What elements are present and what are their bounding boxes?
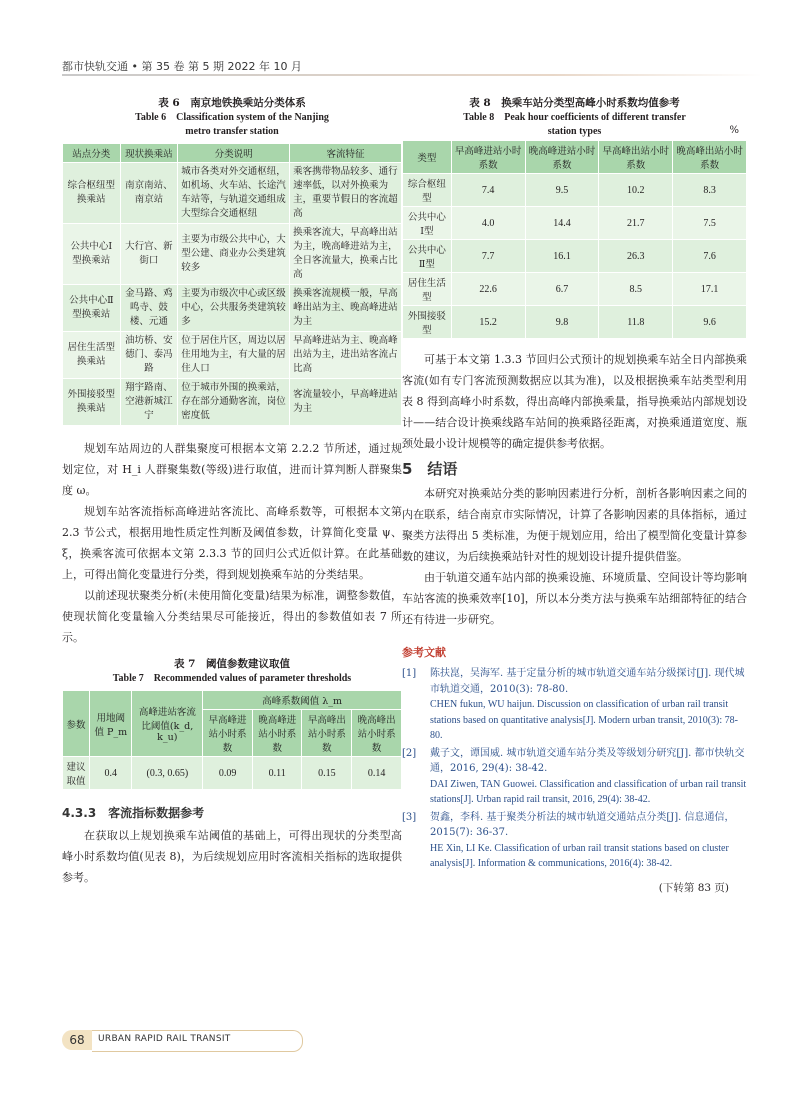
- table-row: [63, 379, 402, 426]
- table6-caption-cn: 表 6 南京地铁换乘站分类体系: [158, 97, 306, 109]
- reference-number: [1]: [402, 668, 417, 679]
- section-heading: 4.3.3 客流指标数据参考: [62, 806, 205, 820]
- paragraph: 由于轨道交通车站内部的换乘设施、环境质量、空间设计等均影响车站客流的换乘效率[10]，所以本分类方法与换乘车站细部特征的结合还有待进一步研究。: [402, 571, 747, 626]
- table-row: [63, 224, 402, 285]
- paragraph: 规划车站客流指标高峰进站客流比、高峰系数等，可根据本文第 2.3 节公式，根据用地性质定性判断及阈值参数，计算简化变量 ψ、ξ，换乘客流可依据本文第 2.3.3 节的回归公式近似计算。在此基础上，可得出简化变量进行分类，得到规划换乘车站的分类结果。: [62, 505, 402, 581]
- table-cell: 外围接驳型: [403, 306, 452, 339]
- paragraph: 以前述现状聚类分析(未使用简化变量)结果为标准，调整参数值，使现状简化变量输入分类结果尽可能接近，得出的参数值如表 7 所示。: [62, 589, 402, 644]
- reference-number: [2]: [402, 747, 417, 759]
- continued-note: (下转第 83 页): [658, 881, 729, 894]
- reference-cn: 陈扶崑，吴海军. 基于定量分析的城市轨道交通车站分级探讨[J]. 现代城市轨道交通，2010(3): 78-80.: [430, 668, 745, 695]
- section-heading: 5 结语: [402, 460, 458, 478]
- table-cell: 16.1: [525, 240, 599, 273]
- table-header: 晚高峰出站小时系数: [352, 710, 402, 757]
- references-heading: 参考文献: [402, 646, 446, 659]
- table-row: [403, 273, 747, 306]
- table-cell: 8.5: [599, 273, 673, 306]
- table-header: 早高峰进站小时系数: [451, 141, 525, 174]
- table-cell: 6.7: [525, 273, 599, 306]
- table-header: 早高峰进站小时系数: [203, 710, 253, 757]
- table-cell: 11.8: [599, 306, 673, 339]
- table-header: 晚高峰进站小时系数: [252, 710, 302, 757]
- table-cell: 9.8: [525, 306, 599, 339]
- table-cell: 金马路、鸡鸣寺、鼓楼、元通: [120, 285, 178, 332]
- table-row: [403, 207, 747, 240]
- table-cell: 换乘客流大，早高峰出站为主，晚高峰进站为主，全日客流量大，换乘占比高: [290, 224, 402, 285]
- table-cell: 8.3: [673, 174, 747, 207]
- table-cell: 综合枢纽型换乘站: [63, 163, 121, 224]
- reference-en: CHEN fukun, WU haijun. Discussion on classification of urban rail transit stations based on quantitative analysis[J]. Modern urban transit, 2010(3): 78-80.: [430, 699, 738, 741]
- table6-caption-en-1: Table 6 Classification system of the Nanjing: [135, 112, 329, 123]
- table-header: 高峰进站客流比阈值(k_d, k_u): [132, 691, 203, 757]
- paragraph: 可基于本文第 1.3.3 节回归公式预计的规划换乘车站全日内部换乘客流(如有专门客流预测数据应以其为准)，以及根据换乘车站类型利用表 8 得到高峰小时系数，得出高峰内部换乘量，指导换乘站内部规划设计——结合设计换乘线路车站间的换乘路径距离，对换乘通道宽度、瓶颈处最小设计规模等的确定提供参考依据。: [402, 353, 747, 450]
- right-column: [402, 95, 747, 895]
- table-cell: 公共中心Ⅱ型: [403, 240, 452, 273]
- table-header: 参数: [63, 691, 90, 757]
- table7-caption-cn: 表 7 阈值参数建议取值: [174, 658, 290, 670]
- table-cell: 7.6: [673, 240, 747, 273]
- table8-unit: %: [729, 125, 739, 136]
- table-cell: 公共中心Ⅱ型换乘站: [63, 285, 121, 332]
- table-header: 分类说明: [178, 144, 290, 163]
- table-cell: 9.6: [673, 306, 747, 339]
- table-cell: 26.3: [599, 240, 673, 273]
- table-cell: 位于居住片区，周边以居住用地为主，有大量的居住人口: [178, 332, 290, 379]
- reference-cn: 戴子文，谭国威. 城市轨道交通车站分类及等级划分研究[J]. 都市快轨交通，2016, 29(4): 38-42.: [430, 747, 745, 774]
- table-cell: 建议取值: [63, 757, 90, 790]
- table-cell: 大行宫、新街口: [120, 224, 178, 285]
- page-number: 68: [62, 1030, 92, 1050]
- reference-cn: 贺鑫，李科. 基于聚类分析法的城市轨道交通站点分类[J]. 信息通信，2015(7): 36-37.: [430, 811, 735, 838]
- table-cell: 南京南站、南京站: [120, 163, 178, 224]
- table-header: 站点分类: [63, 144, 121, 163]
- header-rule: [62, 74, 762, 76]
- table-cell: 14.4: [525, 207, 599, 240]
- table8: [402, 140, 747, 339]
- table-header: 类型: [403, 141, 452, 174]
- table8-caption-en-1: Table 8 Peak hour coefficients of different transfer: [463, 112, 686, 123]
- table-header: 早高峰出站小时系数: [599, 141, 673, 174]
- table-cell: (0.3, 0.65): [132, 757, 203, 790]
- table-cell: 油坊桥、安德门、泰冯路: [120, 332, 178, 379]
- table8-caption-en-2: station types: [547, 126, 602, 137]
- table-row: [63, 757, 402, 790]
- table-cell: 居住生活型: [403, 273, 452, 306]
- table-row: [63, 163, 402, 224]
- table-header: 晚高峰进站小时系数: [525, 141, 599, 174]
- table-cell: 公共中心Ⅰ型换乘站: [63, 224, 121, 285]
- table-cell: 0.14: [352, 757, 402, 790]
- table-header: 高峰系数阈值 λ_m: [203, 691, 402, 710]
- table-row: [403, 306, 747, 339]
- running-header: 都市快轨交通 • 第 35 卷 第 5 期 2022 年 10 月: [62, 60, 302, 73]
- table-cell: 位于城市外围的换乘站，存在部分通勤客流，岗位密度低: [178, 379, 290, 426]
- reference-item: [402, 810, 747, 872]
- reference-item: [402, 666, 747, 744]
- left-column: [62, 95, 402, 888]
- table6-caption-en-2: metro transfer station: [185, 126, 279, 137]
- table-cell: 早高峰进站为主、晚高峰出站为主，进出站客流占比高: [290, 332, 402, 379]
- table-cell: 0.09: [203, 757, 253, 790]
- table-cell: 21.7: [599, 207, 673, 240]
- table-cell: 翔宇路南、空港新城江宁: [120, 379, 178, 426]
- table-cell: 7.7: [451, 240, 525, 273]
- table-cell: 4.0: [451, 207, 525, 240]
- table-cell: 0.4: [90, 757, 132, 790]
- paragraph: 在获取以上规划换乘车站阈值的基础上，可得出现状的分类型高峰小时系数均值(见表 8)，为后续规划应用时客流相关指标的选取提供参考。: [62, 829, 402, 884]
- table7-caption-en: Table 7 Recommended values of parameter thresholds: [112, 673, 352, 684]
- reference-en: HE Xin, LI Ke. Classification of urban rail transit stations based on cluster analysis[J]. Information & communications, 2016(4): 38-42.: [430, 842, 729, 869]
- table-cell: 0.11: [252, 757, 302, 790]
- table-cell: 15.2: [451, 306, 525, 339]
- table-cell: 主要为市级公共中心，大型公建、商业办公类建筑较多: [178, 224, 290, 285]
- table-cell: 10.2: [599, 174, 673, 207]
- table-cell: 居住生活型换乘站: [63, 332, 121, 379]
- table-cell: 22.6: [451, 273, 525, 306]
- table-header: 晚高峰出站小时系数: [673, 141, 747, 174]
- table-cell: 9.5: [525, 174, 599, 207]
- table7: [62, 690, 402, 790]
- table-row: [403, 240, 747, 273]
- table-cell: 换乘客流规模一般，早高峰出站为主、晚高峰进站为主: [290, 285, 402, 332]
- table-header: 用地阈值 P_m: [90, 691, 132, 757]
- table-cell: 外围接驳型换乘站: [63, 379, 121, 426]
- table-cell: 综合枢纽型: [403, 174, 452, 207]
- footer-journal-name: URBAN RAPID RAIL TRANSIT: [98, 1034, 231, 1044]
- table-cell: 公共中心Ⅰ型: [403, 207, 452, 240]
- table-cell: 7.4: [451, 174, 525, 207]
- table6: [62, 143, 402, 426]
- reference-en: DAI Ziwen, TAN Guowei. Classification and classification of urban rail transit stations[J]. Urban rapid rail transit, 2016, 29(4): 38-42.: [430, 778, 747, 805]
- table-cell: 17.1: [673, 273, 747, 306]
- page-footer: [62, 1030, 302, 1050]
- paragraph: 规划车站周边的人群集聚度可根据本文第 2.2.2 节所述，通过规划定位，对 H_i 人群聚集数(等级)进行取值，进而计算判断人群聚集度 ω。: [62, 442, 402, 497]
- paragraph: 本研究对换乘站分类的影响因素进行分析，剖析各影响因素之间的内在联系，结合南京市实际情况，计算了各影响因素的具体指标，通过聚类方法得出 5 类标准，为便于规划应用，给出了模型简化变量计算参数的建议，为后续换乘站针对性的规划设计提升提供借鉴。: [402, 487, 747, 563]
- reference-item: [402, 746, 747, 808]
- table-cell: 城市各类对外交通枢纽，如机场、火车站、长途汽车站等，与轨道交通组成大型综合交通枢纽: [178, 163, 290, 224]
- table-cell: 主要为市级次中心或区级中心，公共服务类建筑较多: [178, 285, 290, 332]
- table-cell: 乘客携带物品较多、通行速率低，以对外换乘为主，重要节假日的客流超高: [290, 163, 402, 224]
- table-row: [63, 285, 402, 332]
- reference-number: [3]: [402, 811, 417, 823]
- table-cell: 客流量较小，早高峰进站为主: [290, 379, 402, 426]
- table-cell: 7.5: [673, 207, 747, 240]
- table8-caption-cn: 表 8 换乘车站分类型高峰小时系数均值参考: [469, 97, 680, 109]
- table-header: 客流特征: [290, 144, 402, 163]
- table-header: 早高峰出站小时系数: [302, 710, 352, 757]
- table-header: 现状换乘站: [120, 144, 178, 163]
- table-row: [63, 332, 402, 379]
- table-cell: 0.15: [302, 757, 352, 790]
- table-row: [403, 174, 747, 207]
